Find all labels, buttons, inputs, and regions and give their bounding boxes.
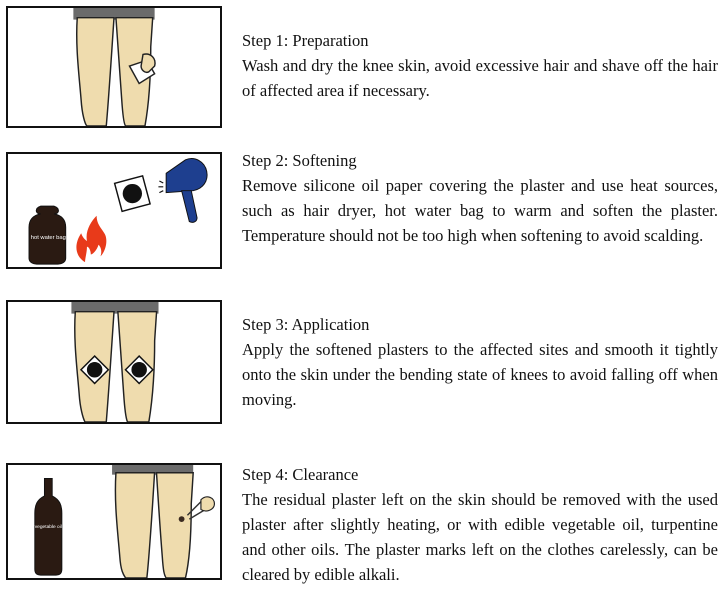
step4-title: Step 4: Clearance (242, 465, 359, 484)
step1-title: Step 1: Preparation (242, 31, 369, 50)
plaster-dot-right (131, 362, 146, 377)
knees-wipe-illustration (8, 8, 220, 126)
step2-text (242, 148, 718, 248)
bag-label: hot water bag (30, 234, 66, 241)
hand (201, 497, 215, 511)
air-lines (158, 181, 163, 193)
dryer-handle (182, 191, 197, 223)
step1-text (242, 28, 718, 103)
step3-title: Step 3: Application (242, 315, 370, 334)
softening-illustration (8, 154, 220, 267)
step1-body: Wash and dry the knee skin, avoid excessive hair and shave off the hair of affected area if necessary. (242, 56, 718, 100)
right-leg (156, 473, 193, 578)
step2-body: Remove silicone oil paper covering the plaster and use heat sources, such as hair dryer, hot water bag to warm and soften the plaster. Temperature should not be too high when softening to avoid scalding. (242, 176, 718, 245)
step4-illustration (6, 463, 222, 580)
bottle-label: vegetable oil (34, 523, 62, 530)
step4-text (242, 462, 718, 587)
left-leg (115, 473, 154, 578)
step3-text (242, 312, 718, 412)
plaster (123, 184, 142, 203)
plaster-dot-left (87, 362, 102, 377)
step3-illustration (6, 300, 222, 424)
residue-mark (179, 516, 185, 522)
step2-title: Step 2: Softening (242, 151, 357, 170)
step3-body: Apply the softened plasters to the affected sites and smooth it tightly onto the skin under the bending state of knees to avoid falling off when moving. (242, 340, 718, 409)
knees-plaster-illustration (8, 302, 220, 422)
hair-dryer-icon (166, 159, 207, 193)
step1-illustration (6, 6, 222, 128)
clearance-illustration (8, 465, 220, 578)
step2-illustration (6, 152, 222, 269)
step4-body: The residual plaster left on the skin should be removed with the used plaster after slightly heating, or with edible vegetable oil, turpentine and other oils. The plaster marks left on the clothes carelessly, can be cleared by edible alkali. (242, 490, 718, 584)
fire-icon (76, 216, 106, 262)
left-leg (77, 18, 114, 126)
